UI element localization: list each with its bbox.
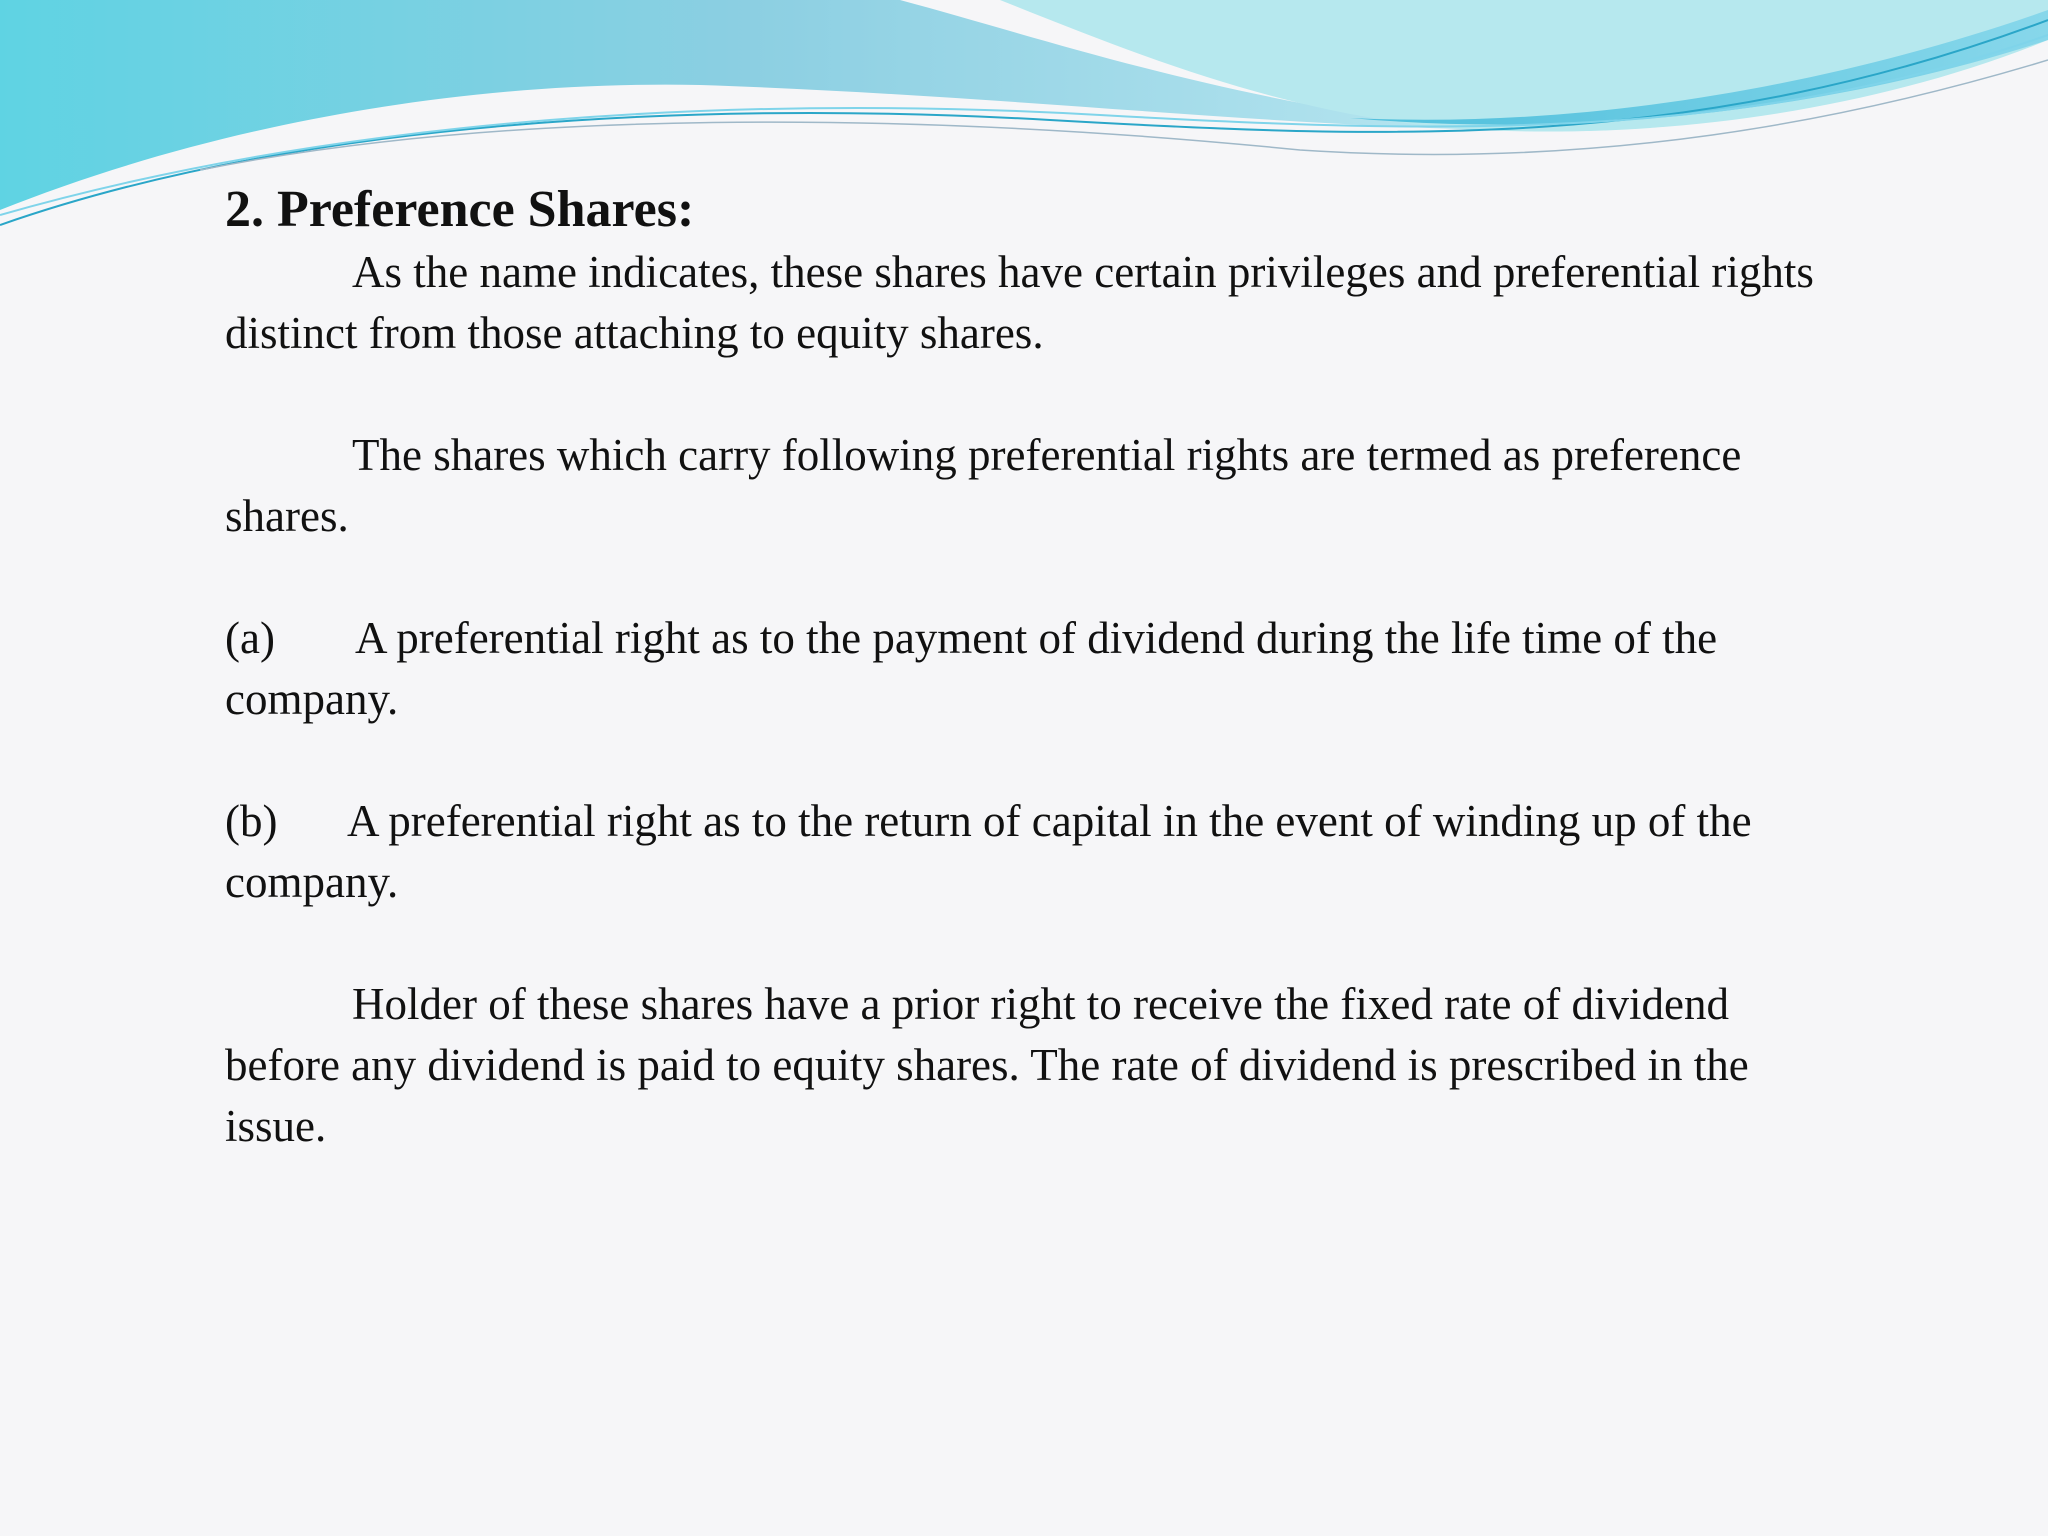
intro-text: As the name indicates, these shares have certain privileges and preferential rights distinct from those attaching to equity shares. bbox=[225, 247, 1814, 358]
list-item bbox=[225, 608, 1825, 730]
definition-text: The shares which carry following preferential rights are termed as preference shares. bbox=[225, 430, 1742, 541]
intro-paragraph bbox=[225, 242, 1825, 364]
slide-title: 2. Preference Shares: bbox=[225, 181, 695, 238]
slide-body bbox=[225, 180, 1825, 1157]
item-label: (b) bbox=[225, 796, 278, 846]
item-text: A preferential right as to the return of capital in the event of winding up of the company. bbox=[225, 796, 1752, 907]
item-label: (a) bbox=[225, 613, 275, 663]
closing-paragraph bbox=[225, 974, 1825, 1157]
definition-paragraph bbox=[225, 425, 1825, 547]
closing-text: Holder of these shares have a prior right to receive the fixed rate of dividend before any dividend is paid to equity shares. The rate of dividend is prescribed in the issue. bbox=[225, 979, 1749, 1151]
list-item bbox=[225, 791, 1825, 913]
item-text: A preferential right as to the payment of dividend during the life time of the company. bbox=[225, 613, 1718, 724]
